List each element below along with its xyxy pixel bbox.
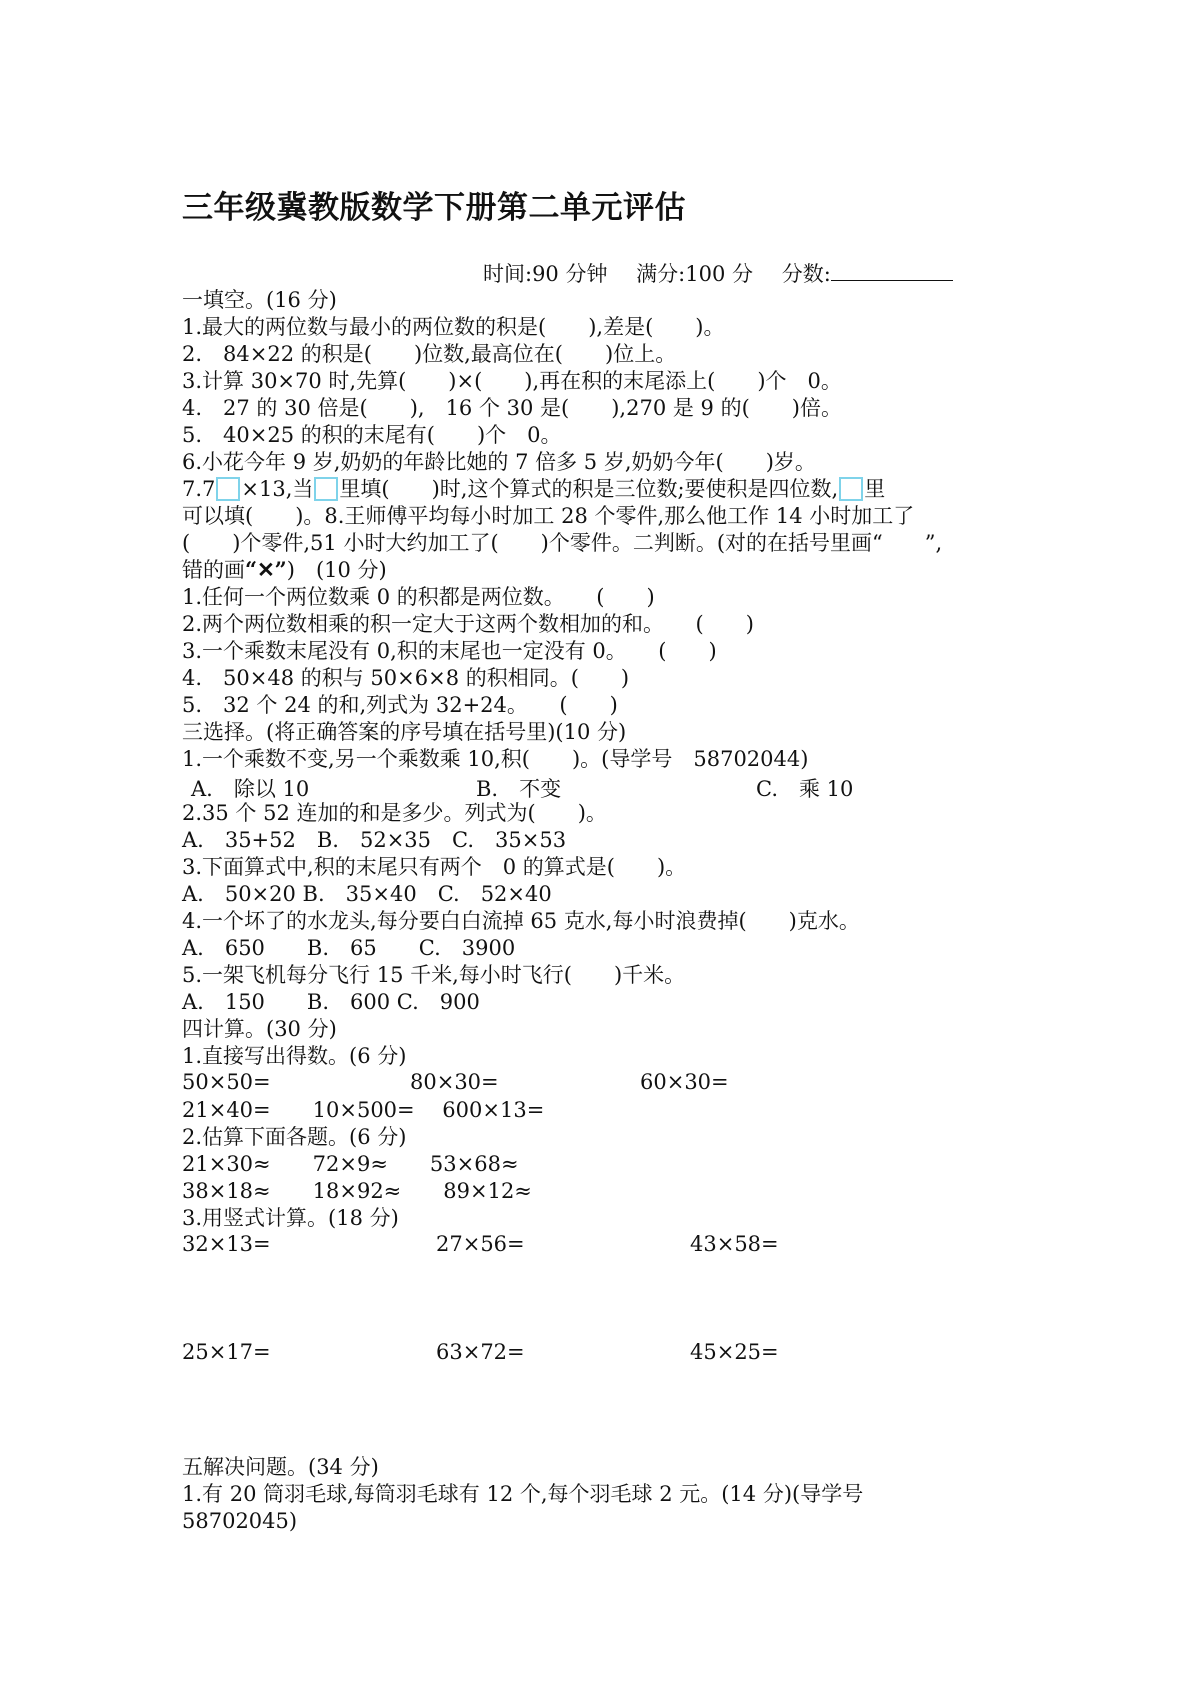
question-text: 里填( )时,这个算式的积是三位数;要使积是四位数, [339, 477, 839, 501]
question-text: 4.一个坏了的水龙头,每分要白白流掉 65 克水,每小时浪费掉( )克水。 [182, 909, 860, 933]
score-label: 分数: [781, 262, 831, 286]
question-text: 3.用竖式计算。(18 分) [182, 1206, 399, 1230]
question-text: 1.一个乘数不变,另一个乘数乘 10,积( )。(导学号 58702044) [182, 747, 809, 771]
time-limit: 时间:90 分钟 [483, 262, 608, 286]
page-title: 三年级冀教版数学下册第二单元评估 [182, 190, 686, 226]
question-text: 3.一个乘数末尾没有 0,积的末尾也一定没有 0。 ( ) [182, 639, 717, 663]
score-blank[interactable] [831, 260, 953, 281]
section-heading-choice: 三选择。(将正确答案的序号填在括号里)(10 分) [182, 720, 627, 744]
heading-text: 错的画 [182, 558, 245, 582]
expression: 43×58= [690, 1232, 779, 1256]
expression: 60×30= [640, 1070, 729, 1094]
option-b: B. 不变 [476, 777, 562, 801]
cross-mark: “✕” [245, 557, 287, 582]
blank-box[interactable] [216, 477, 240, 501]
expression-row: 21×40= 10×500= 600×13= [182, 1098, 545, 1122]
expression: 63×72= [436, 1340, 525, 1364]
question-text: 2.估算下面各题。(6 分) [182, 1125, 407, 1149]
blank-box[interactable] [839, 477, 863, 501]
question-text: 5. 40×25 的积的末尾有( )个 0。 [182, 423, 562, 447]
option-a: A. 除以 10 [191, 777, 310, 801]
section-heading-compute: 四计算。(30 分) [182, 1017, 337, 1041]
expression: 45×25= [690, 1340, 779, 1364]
section-heading-fill-blank: 一填空。(16 分) [182, 288, 337, 312]
section-heading-problems: 五解决问题。(34 分) [182, 1455, 379, 1479]
question-text: 3.计算 30×70 时,先算( )×( ),再在积的末尾添上( )个 0。 [182, 369, 842, 393]
expression-row: 21×30≈ 72×9≈ 53×68≈ [182, 1152, 519, 1176]
option-c: C. 乘 10 [756, 777, 854, 801]
question-text: 1.任何一个两位数乘 0 的积都是两位数。 ( ) [182, 585, 655, 609]
question-text: 可以填( )。8.王师傅平均每小时加工 28 个零件,那么他工作 14 小时加工了 [182, 504, 915, 528]
options: A. 35+52 B. 52×35 C. 35×53 [182, 828, 567, 852]
expression: 25×17= [182, 1340, 271, 1364]
expression: 27×56= [436, 1232, 525, 1256]
question-text: 6.小花今年 9 岁,奶奶的年龄比她的 7 倍多 5 岁,奶奶今年( )岁。 [182, 450, 816, 474]
question-text: 4. 50×48 的积与 50×6×8 的积相同。( ) [182, 666, 630, 690]
options: A. 150 B. 600 C. 900 [182, 990, 480, 1014]
question-text: 5. 32 个 24 的和,列式为 32+24。 ( ) [182, 693, 618, 717]
expression: 80×30= [410, 1070, 499, 1094]
options: A. 50×20 B. 35×40 C. 52×40 [182, 882, 552, 906]
question-text: ×13,当 [241, 477, 314, 501]
question-text: 1.最大的两位数与最小的两位数的积是( ),差是( )。 [182, 315, 725, 339]
question-text: 7.7 [182, 477, 216, 501]
question-text: 58702045) [182, 1509, 298, 1533]
question-text: 2. 84×22 的积是( )位数,最高位在( )位上。 [182, 342, 677, 366]
expression: 32×13= [182, 1232, 271, 1256]
section-heading-judge [182, 557, 387, 583]
expression-row: 38×18≈ 18×92≈ 89×12≈ [182, 1179, 532, 1203]
exam-header [483, 258, 953, 288]
question-7 [182, 476, 885, 502]
options: A. 650 B. 65 C. 3900 [182, 936, 516, 960]
question-text: 2.两个两位数相乘的积一定大于这两个数相加的和。 ( ) [182, 612, 754, 636]
question-text: 3.下面算式中,积的末尾只有两个 0 的算式是( )。 [182, 855, 687, 879]
question-text: 里 [864, 477, 886, 501]
heading-text: ) (10 分) [286, 558, 387, 582]
question-text: 4. 27 的 30 倍是( ), 16 个 30 是( ),270 是 9 的( )倍。 [182, 396, 842, 420]
question-text: 1.直接写出得数。(6 分) [182, 1044, 407, 1068]
question-text: 1.有 20 筒羽毛球,每筒羽毛球有 12 个,每个羽毛球 2 元。(14 分)(导学号 [182, 1482, 864, 1506]
full-score: 满分:100 分 [636, 262, 754, 286]
question-text: 5.一架飞机每分飞行 15 千米,每小时飞行( )千米。 [182, 963, 686, 987]
blank-box[interactable] [314, 477, 338, 501]
expression: 50×50= [182, 1070, 271, 1094]
question-text: ( )个零件,51 小时大约加工了( )个零件。二判断。(对的在括号里画“ ”, [182, 531, 943, 555]
question-text: 2.35 个 52 连加的和是多少。列式为( )。 [182, 801, 607, 825]
